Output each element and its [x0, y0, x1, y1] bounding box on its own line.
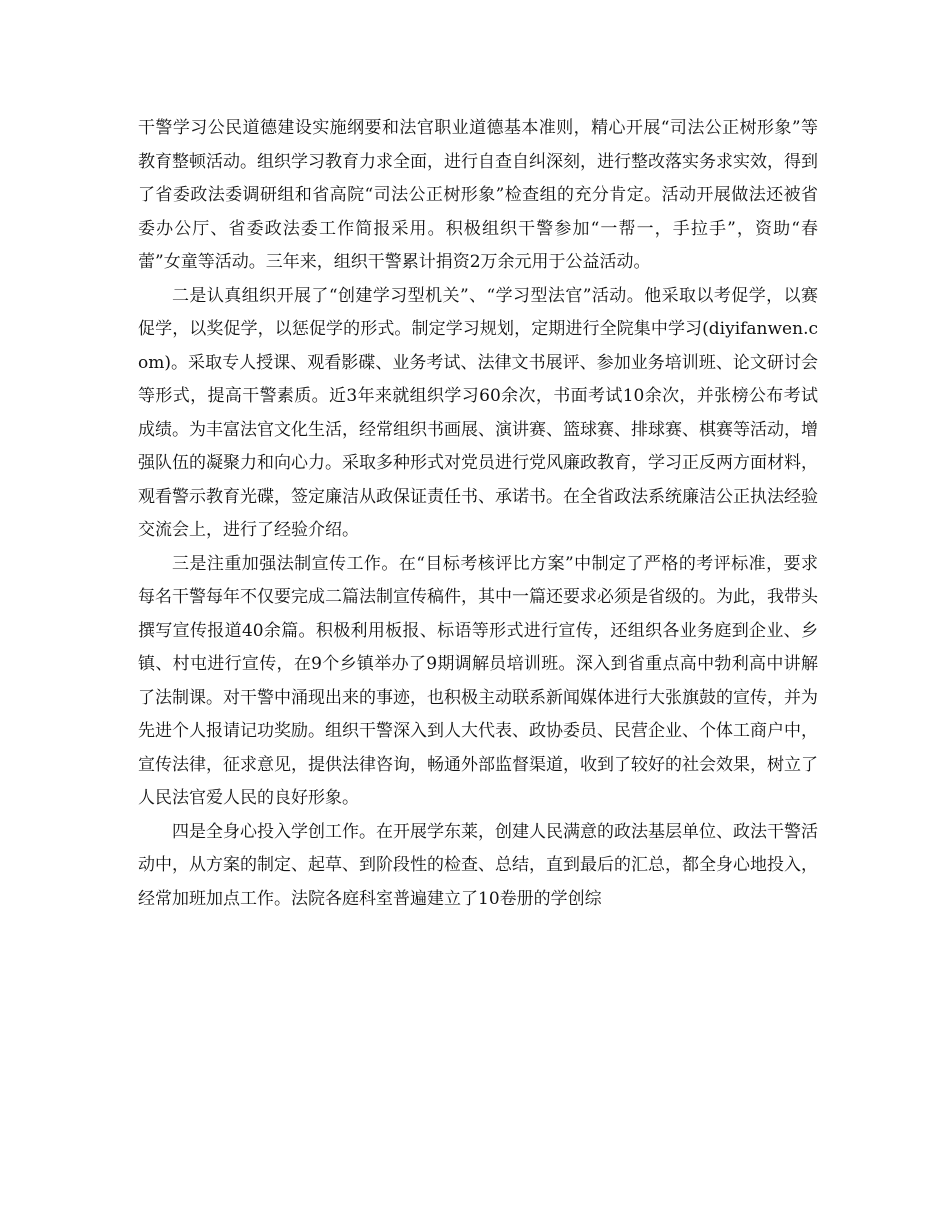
- paragraph-2: 二是认真组织开展了“创建学习型机关”、“学习型法官”活动。他采取以考促学，以赛促学，以奖促学，以惩促学的形式。制定学习规划，定期进行全院集中学习(diyifanwen.com)。采取专人授课、观看影碟、业务考试、法律文书展评、参加业务培训班、论文研讨会等形式，提高干警素质。近3年来就组织学习60余次，书面考试10余次，并张榜公布考试成绩。为丰富法官文化生活，经常组织书画展、演讲赛、篮球赛、排球赛、棋赛等活动，增强队伍的凝聚力和向心力。采取多种形式对党员进行党风廉政教育，学习正反两方面材料，观看警示教育光碟，签定廉洁从政保证责任书、承诺书。在全省政法系统廉洁公正执法经验交流会上，进行了经验介绍。: [138, 285, 818, 540]
- paragraph-1: 干警学习公民道德建设实施纲要和法官职业道德基本准则，精心开展“司法公正树形象”等教育整顿活动。组织学习教育力求全面，进行自查自纠深刻，进行整改落实务求实效，得到了省委政法委调研组和省高院“司法公正树形象”检查组的充分肯定。活动开展做法还被省委办公厅、省委政法委工作简报采用。积极组织干警参加“一帮一，手拉手”，资助“春蕾”女童等活动。三年来，组织干警累计捐资2万余元用于公益活动。: [138, 118, 818, 272]
- paragraph-3: 三是注重加强法制宣传工作。在“目标考核评比方案”中制定了严格的考评标准，要求每名干警每年不仅要完成二篇法制宣传稿件，其中一篇还要求必须是省级的。为此，我带头撰写宣传报道40余篇。积极利用板报、标语等形式进行宣传，还组织各业务庭到企业、乡镇、村屯进行宣传，在9个乡镇举办了9期调解员培训班。深入到省重点高中勃利高中讲解了法制课。对干警中涌现出来的事迹，也积极主动联系新闻媒体进行大张旗鼓的宣传，并为先进个人报请记功奖励。组织干警深入到人大代表、政协委员、民营企业、个体工商户中，宣传法律，征求意见，提供法律咨询，畅通外部监督渠道，收到了较好的社会效果，树立了人民法官爱人民的良好形象。: [138, 553, 818, 808]
- document-page: [138, 112, 818, 916]
- paragraph-4: 四是全身心投入学创工作。在开展学东莱，创建人民满意的政法基层单位、政法干警活动中，从方案的制定、起草、到阶段性的检查、总结，直到最后的汇总，都全身心地投入，经常加班加点工作。法院各庭科室普遍建立了10卷册的学创综: [138, 821, 818, 909]
